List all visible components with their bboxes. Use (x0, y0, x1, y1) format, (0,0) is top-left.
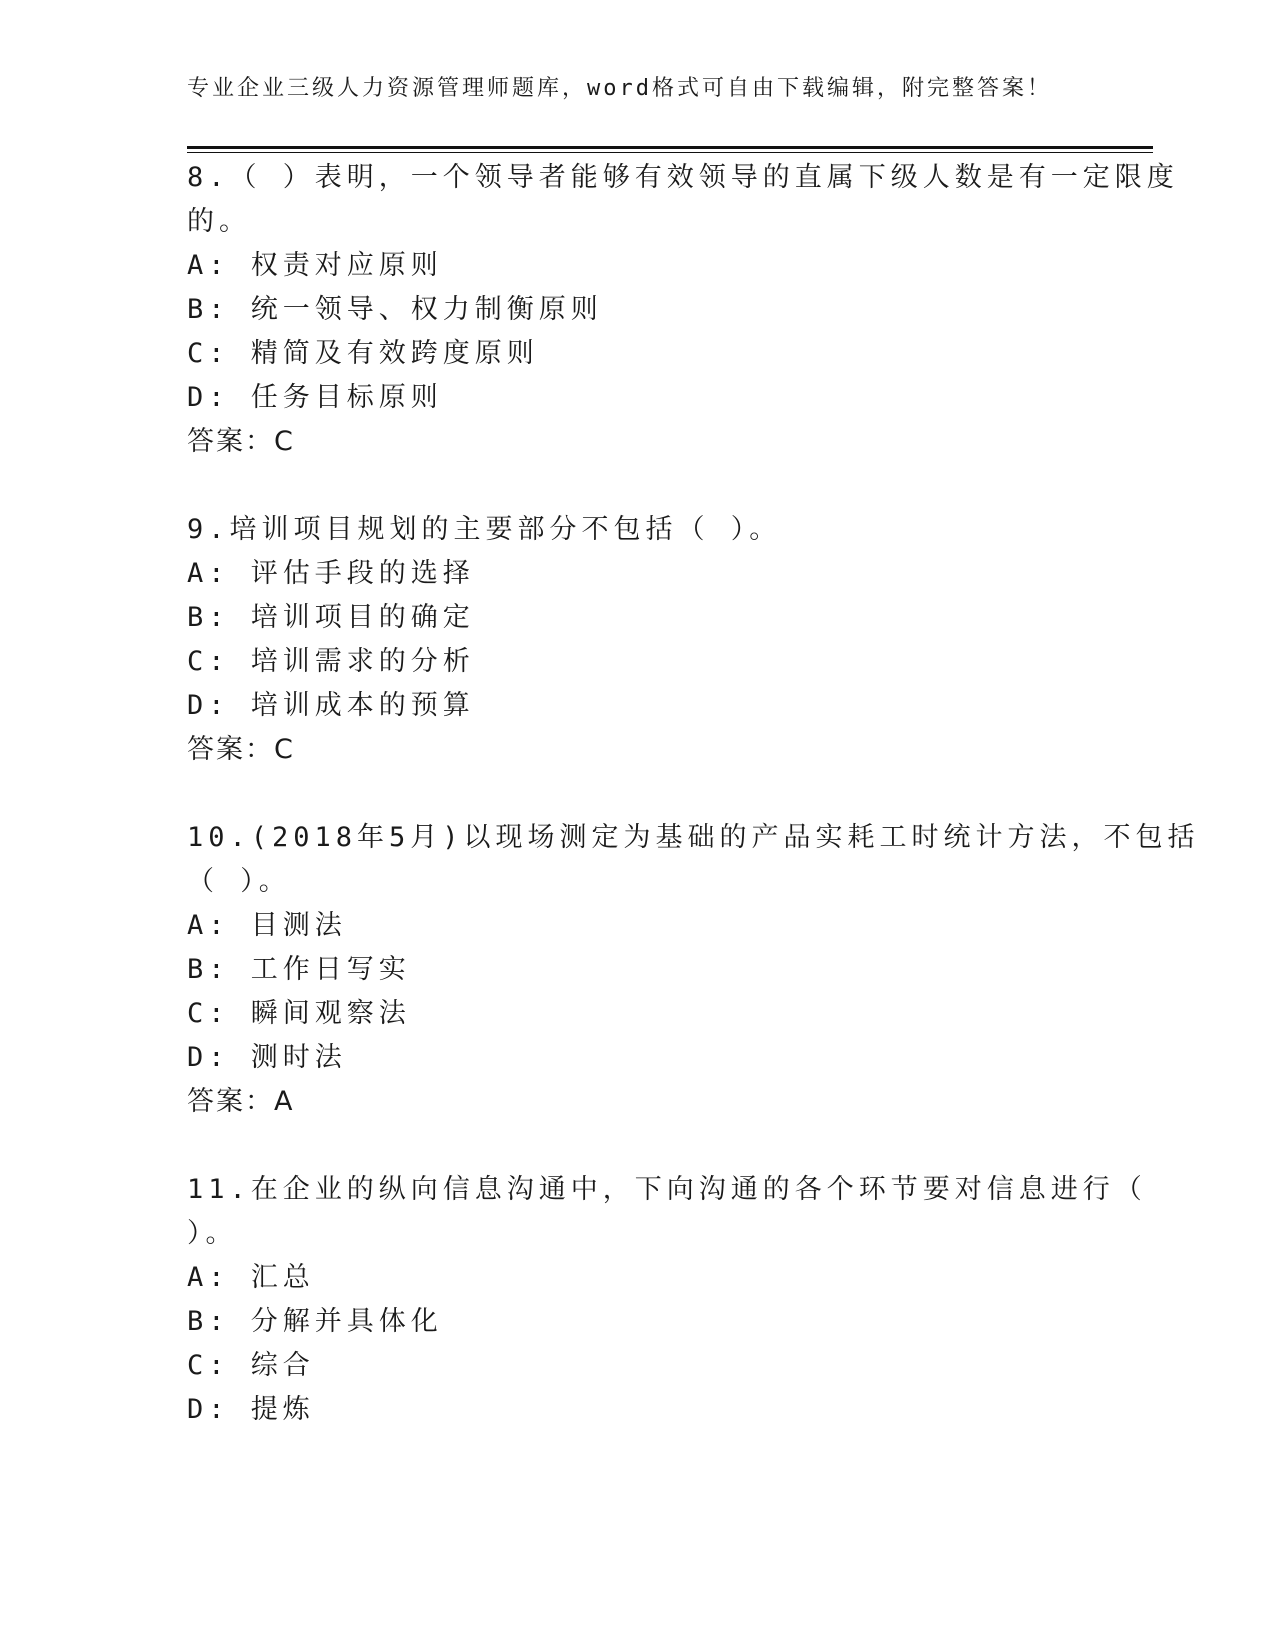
question-8-stem-line-2: 的。 (187, 206, 251, 237)
question-10-answer: 答案：A (187, 1086, 295, 1117)
question-8-stem-line-1: 8.（ ）表明，一个领导者能够有效领导的直属下级人数是有一定限度 (187, 162, 1179, 193)
question-8-option-b: B: 统一领导、权力制衡原则 (187, 294, 603, 325)
question-11-stem-line-2: ）。 (187, 1218, 238, 1249)
question-8-option-d: D: 任务目标原则 (187, 382, 443, 413)
question-10-stem-line-2: （ ）。 (187, 866, 291, 897)
question-9-option-a: A: 评估手段的选择 (187, 558, 475, 589)
question-11-option-a: A: 汇总 (187, 1262, 315, 1293)
question-10-option-a: A: 目测法 (187, 910, 347, 941)
question-11-stem-line-1: 11.在企业的纵向信息沟通中，下向沟通的各个环节要对信息进行（ (187, 1174, 1147, 1205)
question-9-option-d: D: 培训成本的预算 (187, 690, 475, 721)
header-rule-thin (187, 152, 1153, 153)
question-9-stem-line-1: 9.培训项目规划的主要部分不包括（ ）。 (187, 514, 782, 545)
question-9-option-b: B: 培训项目的确定 (187, 602, 475, 633)
question-9-answer: 答案：C (187, 734, 295, 765)
question-10-option-b: B: 工作日写实 (187, 954, 411, 985)
question-8-option-a: A: 权责对应原则 (187, 250, 443, 281)
question-11-option-b: B: 分解并具体化 (187, 1306, 443, 1337)
header-rule-thick (187, 146, 1153, 149)
question-9-option-c: C: 培训需求的分析 (187, 646, 475, 677)
question-8-answer: 答案：C (187, 426, 295, 457)
question-8-option-c: C: 精简及有效跨度原则 (187, 338, 539, 369)
page-header: 专业企业三级人力资源管理师题库，word格式可自由下载编辑，附完整答案！ (187, 76, 1052, 101)
question-10-option-d: D: 测时法 (187, 1042, 347, 1073)
question-11-option-d: D: 提炼 (187, 1394, 315, 1425)
question-10-stem-line-1: 10.(2018年5月)以现场测定为基础的产品实耗工时统计方法，不包括 (187, 822, 1200, 853)
question-11-option-c: C: 综合 (187, 1350, 315, 1381)
question-10-option-c: C: 瞬间观察法 (187, 998, 411, 1029)
